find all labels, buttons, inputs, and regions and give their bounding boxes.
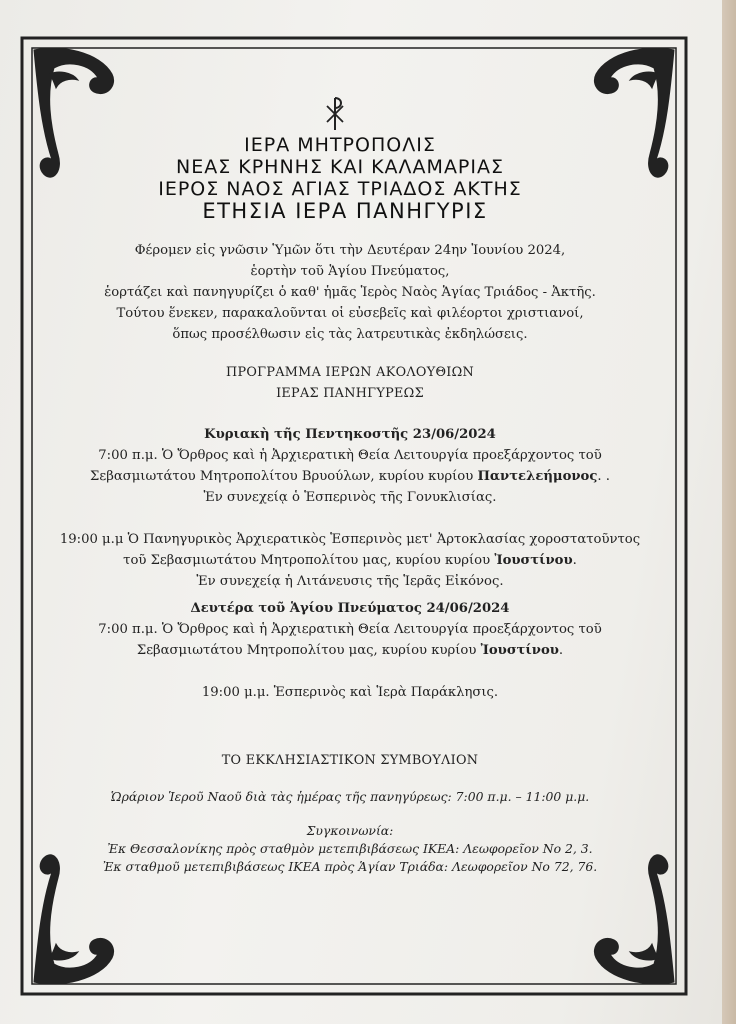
chi-rho-icon (323, 96, 347, 132)
heading-metropolis: ΙΕΡΑ ΜΗΤΡΟΠΟΛΙΣ (244, 134, 436, 156)
table-background (722, 0, 736, 1024)
day1-morning-line3: Ἐν συνεχείᾳ ὁ Ἑσπερινὸς τῆς Γονυκλισίας. (203, 490, 497, 505)
text: . (572, 553, 577, 568)
council-signature (30, 750, 670, 771)
text: . (558, 643, 564, 658)
bishop-name: Παντελεήμονος (477, 469, 598, 484)
intro-line: Φέρομεν εἰς γνῶσιν Ὑμῶν ὅτι τὴν Δευτέραν 24ην Ἰουνίου 2024, (134, 243, 566, 258)
intro-paragraph (30, 240, 670, 345)
program-title (30, 362, 670, 404)
day1-morning-line1: 7:00 π.μ. Ὁ Ὄρθρος καὶ ἡ Ἀρχιερατικὴ Θεία Λειτουργία προεξάρχοντος τοῦ (98, 448, 602, 463)
day1-evening-line1: 19:00 μ.μ Ὁ Πανηγυρικὸς Ἀρχιερατικὸς Ἑσπερινὸς μετ' Ἀρτοκλασίας χοροστατοῦντος (59, 532, 641, 547)
heading-church: ΙΕΡΟΣ ΝΑΟΣ ΑΓΙΑΣ ΤΡΙΑΔΟΣ ΑΚΤΗΣ (158, 178, 522, 200)
day2-evening-line1: 19:00 μ.μ. Ἑσπερινὸς καὶ Ἱερὰ Παράκλησις. (201, 685, 499, 700)
document-heading (60, 134, 620, 222)
intro-line: ὅπως προσέλθωσιν εἰς τὰς λατρευτικὰς ἐκδηλώσεις. (172, 327, 528, 342)
bishop-name: Ἰουστίνου (494, 553, 573, 568)
heading-region: ΝΕΑΣ ΚΡΗΝΗΣ ΚΑΙ ΚΑΛΑΜΑΡΙΑΣ (175, 156, 504, 178)
hours-text: Ὡράριον Ἱεροῦ Ναοῦ διὰ τὰς ἡμέρας τῆς πανηγύρεως: 7:00 π.μ. – 11:00 μ.μ. (110, 789, 590, 804)
text: Σεβασμιωτάτου Μητροπολίτου Βρυούλων, κυρίου κυρίου (90, 469, 478, 484)
church-hours (30, 786, 670, 807)
transport-line1: Ἐκ Θεσσαλονίκης πρὸς σταθμὸν μετεπιβιβάσεως ΙΚΕΑ: Λεωφορεῖον Νο 2, 3. (107, 841, 593, 856)
day2-morning-line2 (30, 640, 670, 661)
day1-schedule (30, 424, 670, 592)
intro-line: ἑορτάζει καὶ πανηγυρίζει ὁ καθ' ἡμᾶς Ἱερὸς Ναὸς Ἁγίας Τριάδος - Ἀκτῆς. (104, 285, 596, 300)
bishop-name: Ἰουστίνου (480, 643, 559, 658)
program-title-line2: ΙΕΡΑΣ ΠΑΝΗΓΥΡΕΩΣ (276, 386, 424, 401)
day1-evening-line3: Ἐν συνεχείᾳ ἡ Λιτάνευσις τῆς Ἱερᾶς Εἰκόνος. (196, 574, 504, 589)
day2-morning-line1: 7:00 π.μ. Ὁ Ὄρθρος καὶ ἡ Ἀρχιερατικὴ Θεία Λειτουργία προεξάρχοντος τοῦ (98, 622, 602, 637)
text: τοῦ Σεβασμιωτάτου Μητροπολίτου μας, κυρίου κυρίου (123, 553, 495, 568)
intro-line: Τούτου ἕνεκεν, παρακαλοῦνται οἱ εὐσεβεῖς καὶ φιλέορτοι χριστιανοί, (116, 306, 584, 321)
day1-morning-line2 (30, 466, 670, 487)
day2-schedule (30, 598, 670, 703)
heading-festival: ΕΤΗΣΙΑ ΙΕΡΑ ΠΑΝΗΓΥΡΙΣ (202, 199, 488, 223)
intro-line: ἑορτὴν τοῦ Ἁγίου Πνεύματος, (250, 264, 450, 279)
day1-title: Κυριακὴ τῆς Πεντηκοστῆς 23/06/2024 (204, 427, 496, 442)
day1-evening-line2 (30, 550, 670, 571)
council-name: ΤΟ ΕΚΚΛΗΣΙΑΣΤΙΚΟΝ ΣΥΜΒΟΥΛΙΟΝ (221, 753, 479, 768)
transport-line2: Ἐκ σταθμοῦ μετεπιβιβάσεως ΙΚΕΑ πρὸς Ἁγίαν Τριάδα: Λεωφορεῖον Νο 72, 76. (102, 859, 598, 874)
text: . . (597, 469, 610, 484)
text: Σεβασμιωτάτου Μητροπολίτου μας, κυρίου κυρίου (136, 643, 481, 658)
program-title-line1: ΠΡΟΓΡΑΜΜΑ ΙΕΡΩΝ ΑΚΟΛΟΥΘΙΩΝ (225, 365, 475, 380)
transport-title: Συγκοινωνία: (306, 823, 394, 838)
transport-info (30, 822, 670, 876)
day2-title: Δευτέρα τοῦ Ἁγίου Πνεύματος 24/06/2024 (190, 601, 510, 616)
